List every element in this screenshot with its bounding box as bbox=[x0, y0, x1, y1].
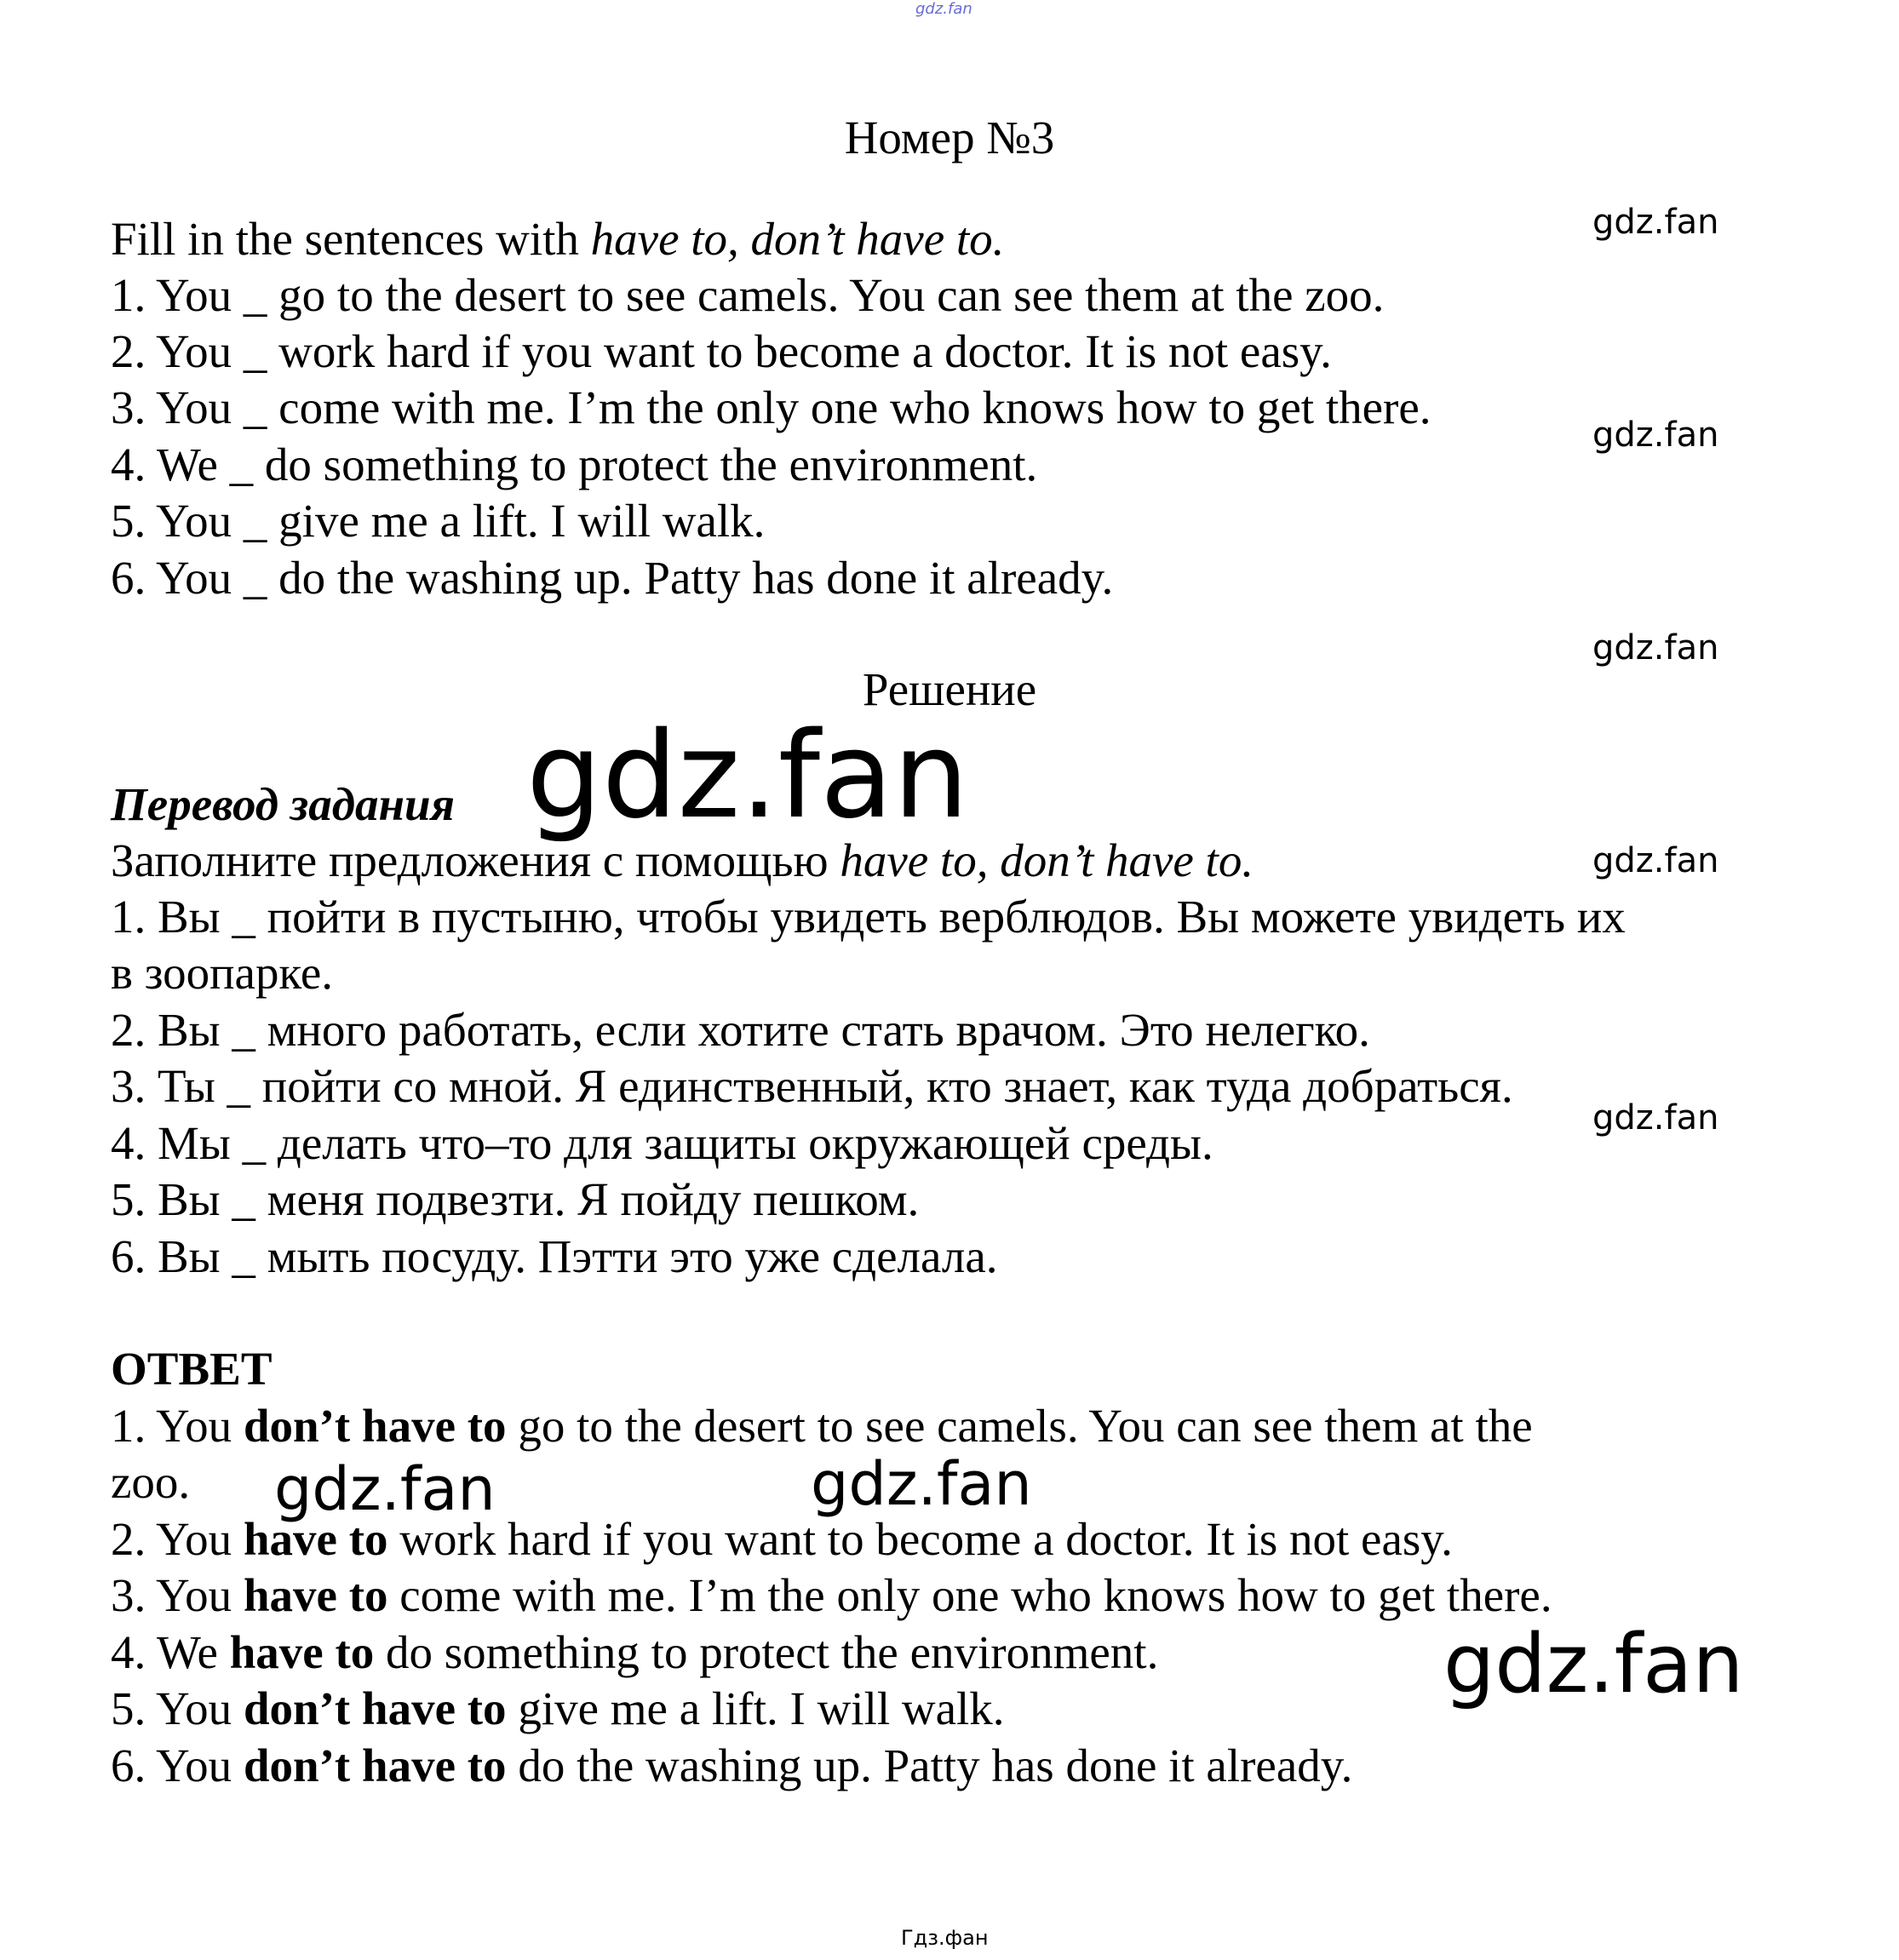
task-instruction bbox=[111, 211, 1004, 267]
task-item: 6. You _ do the washing up. Patty has done it already. bbox=[111, 552, 1114, 604]
answer-item-pre: 6. You bbox=[111, 1739, 244, 1791]
answer-heading: ОТВЕТ bbox=[111, 1343, 273, 1395]
watermark-large: gdz.fan bbox=[526, 707, 969, 845]
answer-item bbox=[111, 1681, 1005, 1737]
answer-item-post: do the washing up. Patty has done it already. bbox=[506, 1739, 1353, 1791]
answer-item-post: go to the desert to see camels. You can see them at the bbox=[506, 1400, 1533, 1452]
task-item: 4. We _ do something to protect the environment. bbox=[111, 438, 1038, 490]
answer-item-bold: don’t have to bbox=[243, 1682, 507, 1734]
task-item: 3. You _ come with me. I’m the only one who knows how to get there. bbox=[111, 381, 1431, 433]
answer-item-post: work hard if you want to become a doctor. It is not easy. bbox=[387, 1513, 1453, 1565]
answer-item bbox=[111, 1567, 1552, 1624]
task-instruction-text: Fill in the sentences with bbox=[111, 213, 591, 265]
task-item: 1. You _ go to the desert to see camels. You can see them at the zoo. bbox=[111, 269, 1385, 321]
watermark: gdz.fan bbox=[1592, 628, 1719, 668]
answer-item-pre: 4. We bbox=[111, 1626, 230, 1678]
translation-item: 3. Ты _ пойти со мной. Я единственный, кто знает, как туда добраться. bbox=[111, 1060, 1513, 1112]
answer-item-pre: zoo. bbox=[111, 1456, 191, 1508]
task-item: 5. You _ give me a lift. I will walk. bbox=[111, 495, 766, 547]
translation-instruction bbox=[111, 833, 1254, 889]
translation-item: в зоопарке. bbox=[111, 947, 333, 999]
watermark: gdz.fan bbox=[1592, 841, 1719, 880]
answer-item-pre: 5. You bbox=[111, 1682, 244, 1734]
watermark-bottom: Гдз.фан bbox=[901, 1926, 989, 1950]
answer-item bbox=[111, 1511, 1453, 1567]
translation-instruction-text: Заполните предложения с помощью bbox=[111, 834, 840, 886]
answer-item-pre: 1. You bbox=[111, 1400, 244, 1452]
watermark-top: gdz.fan bbox=[915, 0, 972, 18]
translation-item: 6. Вы _ мыть посуду. Пэтти это уже сделала. bbox=[111, 1230, 998, 1282]
translation-heading: Перевод задания bbox=[111, 778, 455, 830]
watermark: gdz.fan bbox=[1592, 415, 1719, 455]
answer-item-bold: have to bbox=[243, 1569, 388, 1621]
translation-item: 1. Вы _ пойти в пустыню, чтобы увидеть верблюдов. Вы можете увидеть их bbox=[111, 891, 1626, 943]
translation-item: 2. Вы _ много работать, если хотите стать врачом. Это нелегко. bbox=[111, 1004, 1370, 1056]
answer-item bbox=[111, 1454, 190, 1510]
answer-item bbox=[111, 1398, 1533, 1454]
task-instruction-italic: have to, don’t have to. bbox=[590, 213, 1005, 265]
answer-item-post: come with me. I’m the only one who knows how to get there. bbox=[387, 1569, 1552, 1621]
watermark: gdz.fan bbox=[1592, 1098, 1719, 1138]
answer-item-bold: don’t have to bbox=[243, 1400, 507, 1452]
task-item: 2. You _ work hard if you want to become a doctor. It is not easy. bbox=[111, 325, 1332, 377]
watermark-mid: gdz.fan bbox=[274, 1454, 496, 1524]
watermark-large: gdz.fan bbox=[1443, 1618, 1744, 1711]
answer-item-pre: 2. You bbox=[111, 1513, 244, 1565]
answer-item-bold: don’t have to bbox=[243, 1739, 507, 1791]
translation-item: 5. Вы _ меня подвезти. Я пойду пешком. bbox=[111, 1173, 920, 1225]
answer-item-bold: have to bbox=[243, 1513, 388, 1565]
answer-item-pre: 3. You bbox=[111, 1569, 244, 1621]
answer-item bbox=[111, 1738, 1352, 1794]
page-title: Номер №3 bbox=[844, 112, 1055, 163]
watermark: gdz.fan bbox=[1592, 203, 1719, 242]
translation-instruction-italic: have to, don’t have to. bbox=[840, 834, 1254, 886]
solution-label: Решение bbox=[862, 663, 1037, 715]
watermark-mid: gdz.fan bbox=[811, 1449, 1032, 1519]
answer-item bbox=[111, 1625, 1158, 1681]
translation-item: 4. Мы _ делать что–то для защиты окружающей среды. bbox=[111, 1117, 1213, 1169]
answer-item-post: give me a lift. I will walk. bbox=[506, 1682, 1005, 1734]
answer-item-post: do something to protect the environment. bbox=[374, 1626, 1159, 1678]
answer-item-bold: have to bbox=[229, 1626, 375, 1678]
